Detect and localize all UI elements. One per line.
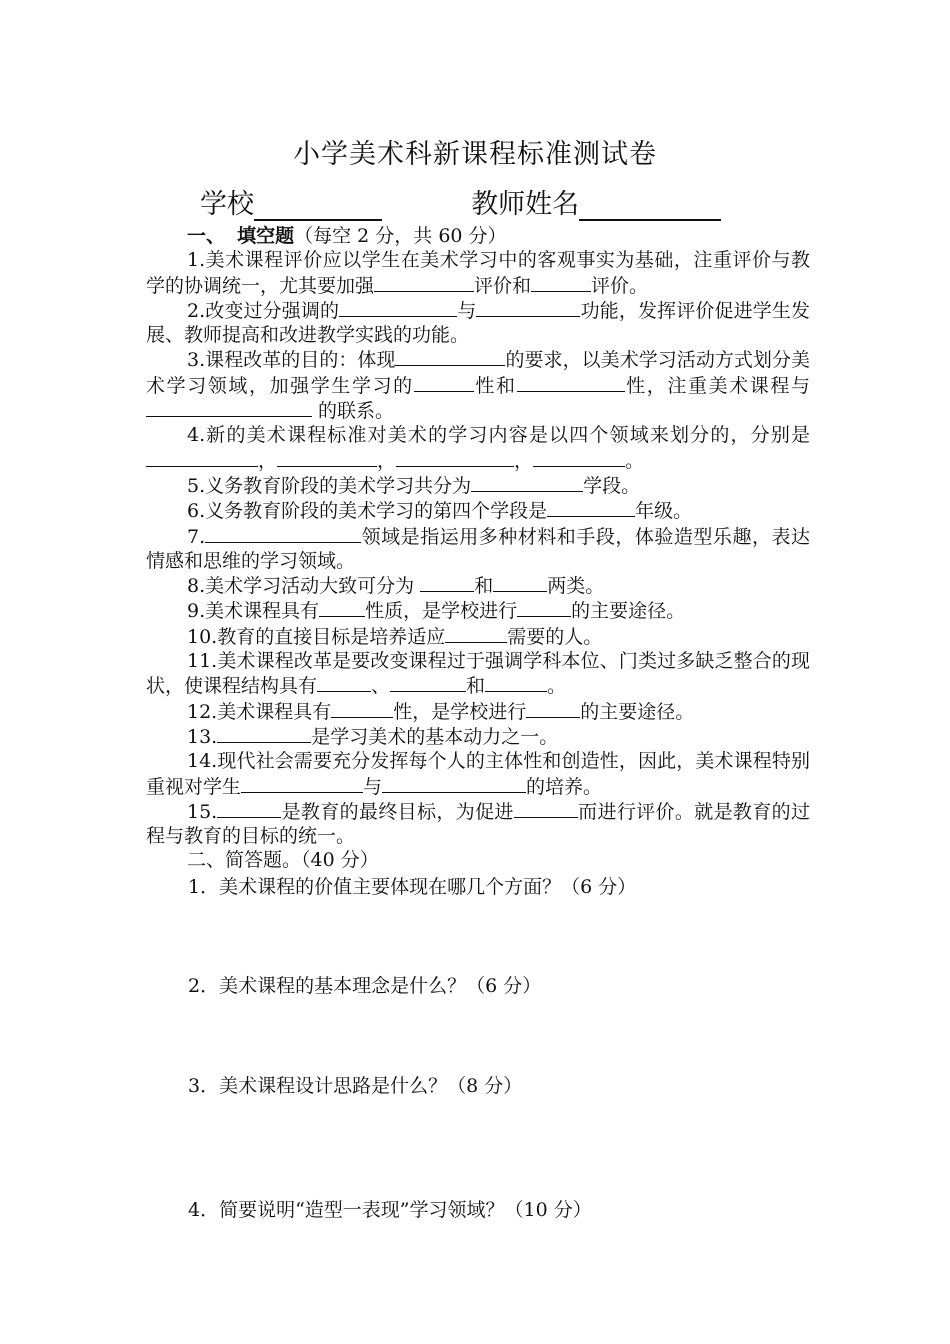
- question-7: 7. 领域是指运用多种材料和手段，体验造型乐趣，表达情感和思维的学习领域。: [146, 525, 810, 572]
- answer-blank[interactable]: [146, 448, 258, 467]
- section2-heading: 二、简答题。（40 分）: [187, 849, 379, 872]
- question-3: 3.课程改革的目的：体现 的要求，以美术学习活动方式划分美术学习领域，加强学生学习的 性和 性，注重美术课程与 的联系。: [146, 349, 810, 423]
- school-blank[interactable]: [254, 191, 382, 221]
- question-8: 8.美术学习活动大致可分为 和 两类。: [187, 575, 605, 598]
- question-11: 11.美术课程改革是要改变课程过于强调学科本位、门类过多缺乏整合的现状，使课程结构具有 、 和 。: [146, 650, 810, 698]
- question-15: 15. 是教育的最终目标，为促进 而进行评价。就是教育的过程与教育的目标的统一。: [146, 800, 810, 848]
- answer-blank[interactable]: [420, 573, 474, 592]
- answer-blank[interactable]: [414, 373, 474, 392]
- question-6: 6.义务教育阶段的美术学习的第四个学段是 年级。: [187, 500, 693, 523]
- answer-blank[interactable]: [493, 573, 547, 592]
- answer-blank[interactable]: [339, 298, 457, 317]
- short-answer-2: 2．美术课程的基本理念是什么？（6 分）: [188, 975, 542, 997]
- question-9: 9.美术课程具有 性质，是学校进行 的主要途径。: [187, 600, 686, 623]
- answer-blank[interactable]: [317, 673, 371, 692]
- question-14: 14.现代社会需要充分发挥每个人的主体性和创造性，因此，美术课程特别重视对学生 与 的培养。: [146, 750, 810, 798]
- answer-blank[interactable]: [533, 448, 625, 467]
- question-10: 10.教育的直接目标是培养适应 需要的人。: [187, 625, 603, 648]
- answer-blank[interactable]: [241, 774, 363, 793]
- header-row: [200, 182, 721, 221]
- answer-blank[interactable]: [517, 598, 571, 617]
- teacher-name-label: 教师姓名: [471, 189, 580, 220]
- answer-blank[interactable]: [445, 624, 507, 643]
- question-13: 13. 是学习美术的基本动力之一。: [187, 725, 559, 748]
- short-answer-4: 4．简要说明“造型一表现”学习领域？（10 分）: [188, 1199, 592, 1221]
- answer-blank[interactable]: [277, 448, 377, 467]
- short-answer-1: 1．美术课程的价值主要体现在哪几个方面？（6 分）: [188, 876, 637, 898]
- exam-title: 小学美术科新课程标准测试卷: [293, 139, 657, 170]
- answer-blank[interactable]: [146, 398, 312, 417]
- answer-blank[interactable]: [485, 673, 547, 692]
- answer-blank[interactable]: [331, 699, 393, 718]
- question-12: 12.美术课程具有 性，是学校进行 的主要途径。: [187, 700, 695, 723]
- answer-blank[interactable]: [526, 699, 580, 718]
- answer-blank[interactable]: [471, 473, 583, 492]
- answer-blank[interactable]: [531, 273, 591, 292]
- school-label: 学校: [200, 189, 254, 220]
- answer-blank[interactable]: [382, 774, 526, 793]
- answer-blank[interactable]: [319, 598, 365, 617]
- answer-blank[interactable]: [514, 799, 578, 818]
- answer-blank[interactable]: [374, 273, 474, 292]
- answer-blank[interactable]: [547, 498, 635, 517]
- answer-blank[interactable]: [395, 347, 505, 366]
- answer-blank[interactable]: [390, 673, 466, 692]
- question-5: 5.义务教育阶段的美术学习共分为 学段。: [187, 474, 641, 497]
- answer-blank[interactable]: [396, 448, 514, 467]
- question-1: 1.美术课程评价应以学生在美术学习中的客观事实为基础，注重评价与教学的协调统一，尤其要加强 评价和 评价。: [146, 249, 810, 297]
- answer-blank[interactable]: [517, 373, 625, 392]
- answer-blank[interactable]: [217, 724, 311, 743]
- short-answer-3: 3．美术课程设计思路是什么？（8 分）: [188, 1075, 523, 1097]
- teacher-name-blank[interactable]: [579, 191, 721, 221]
- question-4: 4.新的美术课程标准对美术的学习内容是以四个领域来划分的，分别是， ， ， 。: [146, 423, 810, 473]
- section1-heading: 一、 填空题（每空 2 分，共 60 分）: [187, 225, 507, 247]
- answer-blank[interactable]: [476, 298, 580, 317]
- answer-blank[interactable]: [217, 799, 281, 818]
- answer-blank[interactable]: [205, 524, 361, 543]
- question-2: 2.改变过分强调的 与 功能，发挥评价促进学生发展、教师提高和改进教学实践的功能。: [146, 299, 810, 347]
- section-fill-in: [146, 224, 810, 873]
